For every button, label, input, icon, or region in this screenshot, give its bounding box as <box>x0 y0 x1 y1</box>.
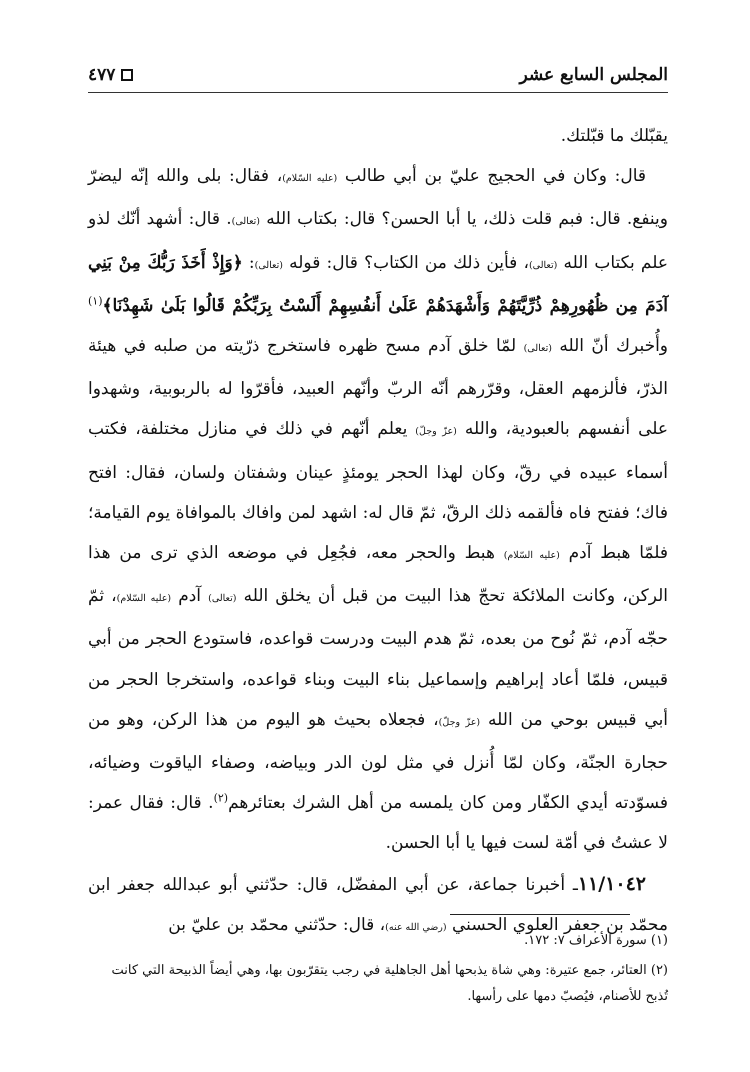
honorific: (رضي الله عنه) <box>385 921 447 933</box>
footnote-separator <box>450 914 630 915</box>
text-run: يعلم أنّهم في ذلك في منازل مختلفة، فكتب أسماء عبيده في رقّ، وكان لهذا الحجر يومئذٍ عينان وشفتان ولسان، فقال: افتح فاك؛ ففتح فاه فألقمه ذلك الرقّ، ثمّ قال له: اشهد لمن وافاك بالموافاة يوم القيامة؛ فلمّا هبط آدم <box>88 419 668 564</box>
honorific: (تعالى) <box>208 593 237 605</box>
running-header <box>88 58 668 93</box>
honorific: (تعالى) <box>254 259 283 271</box>
main-text <box>88 116 668 948</box>
page-number: ٤٧٧ <box>88 65 116 85</box>
text-run: ، فأين ذلك من الكتاب؟ قال: قوله <box>289 252 529 273</box>
honorific: (عزّ وجلّ) <box>415 426 457 438</box>
honorific: (تعالى) <box>231 216 261 228</box>
text-run: : <box>248 252 255 273</box>
hadith-number: ١١/١٠٤٢ <box>577 872 646 895</box>
text-run: لمّا خلق آدم مسح ظهره فاستخرج ذرّيته من صلبه في هيئة الذرّ، فألزمهم العقل، وقرّرهم أنّه الربّ وأنّهم العبيد، فأقرّوا له بالربوبية، وشهدوا على أنفسهم بالعبودية، والله <box>88 336 669 440</box>
text-run: ، ثمّ حجّه آدم، ثمّ نُوح من بعده، ثمّ هدم البيت ودرست قواعده، فاستودع الحجر من أبي قبيس، فلمّا أعاد إبراهيم وإسماعيل بناء البيت وبناء قواعده، واستخرجا الحجر من أبي قبيس بوحي من الله <box>88 586 669 730</box>
text-run: ، قال: حدّثني محمّد بن عليّ بن <box>168 914 386 935</box>
text-run: وأُخبرك أنّ الله <box>559 336 669 357</box>
page-number-group <box>88 65 133 85</box>
honorific: (عليه السّلام) <box>282 173 338 185</box>
paragraph-opening: يقبّلك ما قبّلتك. <box>560 126 668 146</box>
footnotes <box>88 928 668 1014</box>
text-run: ، فقال: بلى والله إنّه ليضرّ وينفع. قال: فبم قلت ذلك، يا أبا الحسن؟ قال: بكتاب الله <box>88 166 668 230</box>
square-icon <box>121 69 133 81</box>
footnote-ref-2[interactable]: (٢) <box>213 791 229 805</box>
text-run: قال: وكان في الحجيج عليّ بن أبي طالب <box>344 166 647 187</box>
honorific: (عليه السّلام) <box>503 550 560 562</box>
footnote-1: (١) سورة الأعراف ٧: ١٧٢. <box>524 933 668 948</box>
honorific: (تعالى) <box>528 259 558 271</box>
text-run: . قال: أشهد أنّك لذو علم بكتاب الله <box>88 209 669 273</box>
quran-verse: ﴿وَإِذْ أَخَذَ رَبُّكَ مِنْ بَنِي آدَمَ مِن ظُهُورِهِمْ ذُرِّيَّتَهُمْ وَأَشْهَدَهُمْ عَلَىٰ أَنفُسِهِمْ أَلَسْتُ بِرَبِّكُمْ قَالُوا بَلَىٰ شَهِدْنَا﴾ <box>88 252 668 316</box>
chapter-title: المجلس السابع عشر <box>519 65 668 85</box>
footnote-ref-1[interactable]: (١) <box>88 294 103 308</box>
text-run: آدم <box>178 586 202 607</box>
paragraph-hadith-narration <box>88 156 668 863</box>
honorific: (عليه السّلام) <box>116 593 172 605</box>
honorific: (تعالى) <box>523 343 552 355</box>
honorific: (عزّ وجلّ) <box>438 716 481 728</box>
text-run: ـ أخبرنا جماعة، عن أبي المفضّل، قال: حدّثني أبو عبدالله جعفر ابن محمّد بن جعفر العلوي الحسني <box>88 874 668 935</box>
footnote-2: (٢) العتائر، جمع عتيرة: وهي شاة يذبحها أهل الجاهلية في رجب يتقرّبون بها، وهي أيضاً الذبيحة التي كانت تُذبح للأصنام، فيُصبّ دمها على رأسها. <box>111 963 668 1004</box>
text-run: . قال: فقال عمر: لا عشتُ في أمّة لست فيها يا أبا الحسن. <box>88 793 668 854</box>
text-run: ، فجعلاه بحيث هو اليوم من هذا الركن، وهو من حجارة الجنّة، وكان لمّا أُنزل في مثل لون الدر وبياضه، وصفاء الياقوت وضيائه، فسوّدته أيدي الكفّار ومن كان يلمسه من أهل الشرك بعتائرهم <box>88 709 668 814</box>
text-run: هبط والحجر معه، فجُعِل في موضعه الذي ترى من هذا الركن، وكانت الملائكة تحجّ هذا البيت من قبل أن يخلق الله <box>88 543 669 607</box>
